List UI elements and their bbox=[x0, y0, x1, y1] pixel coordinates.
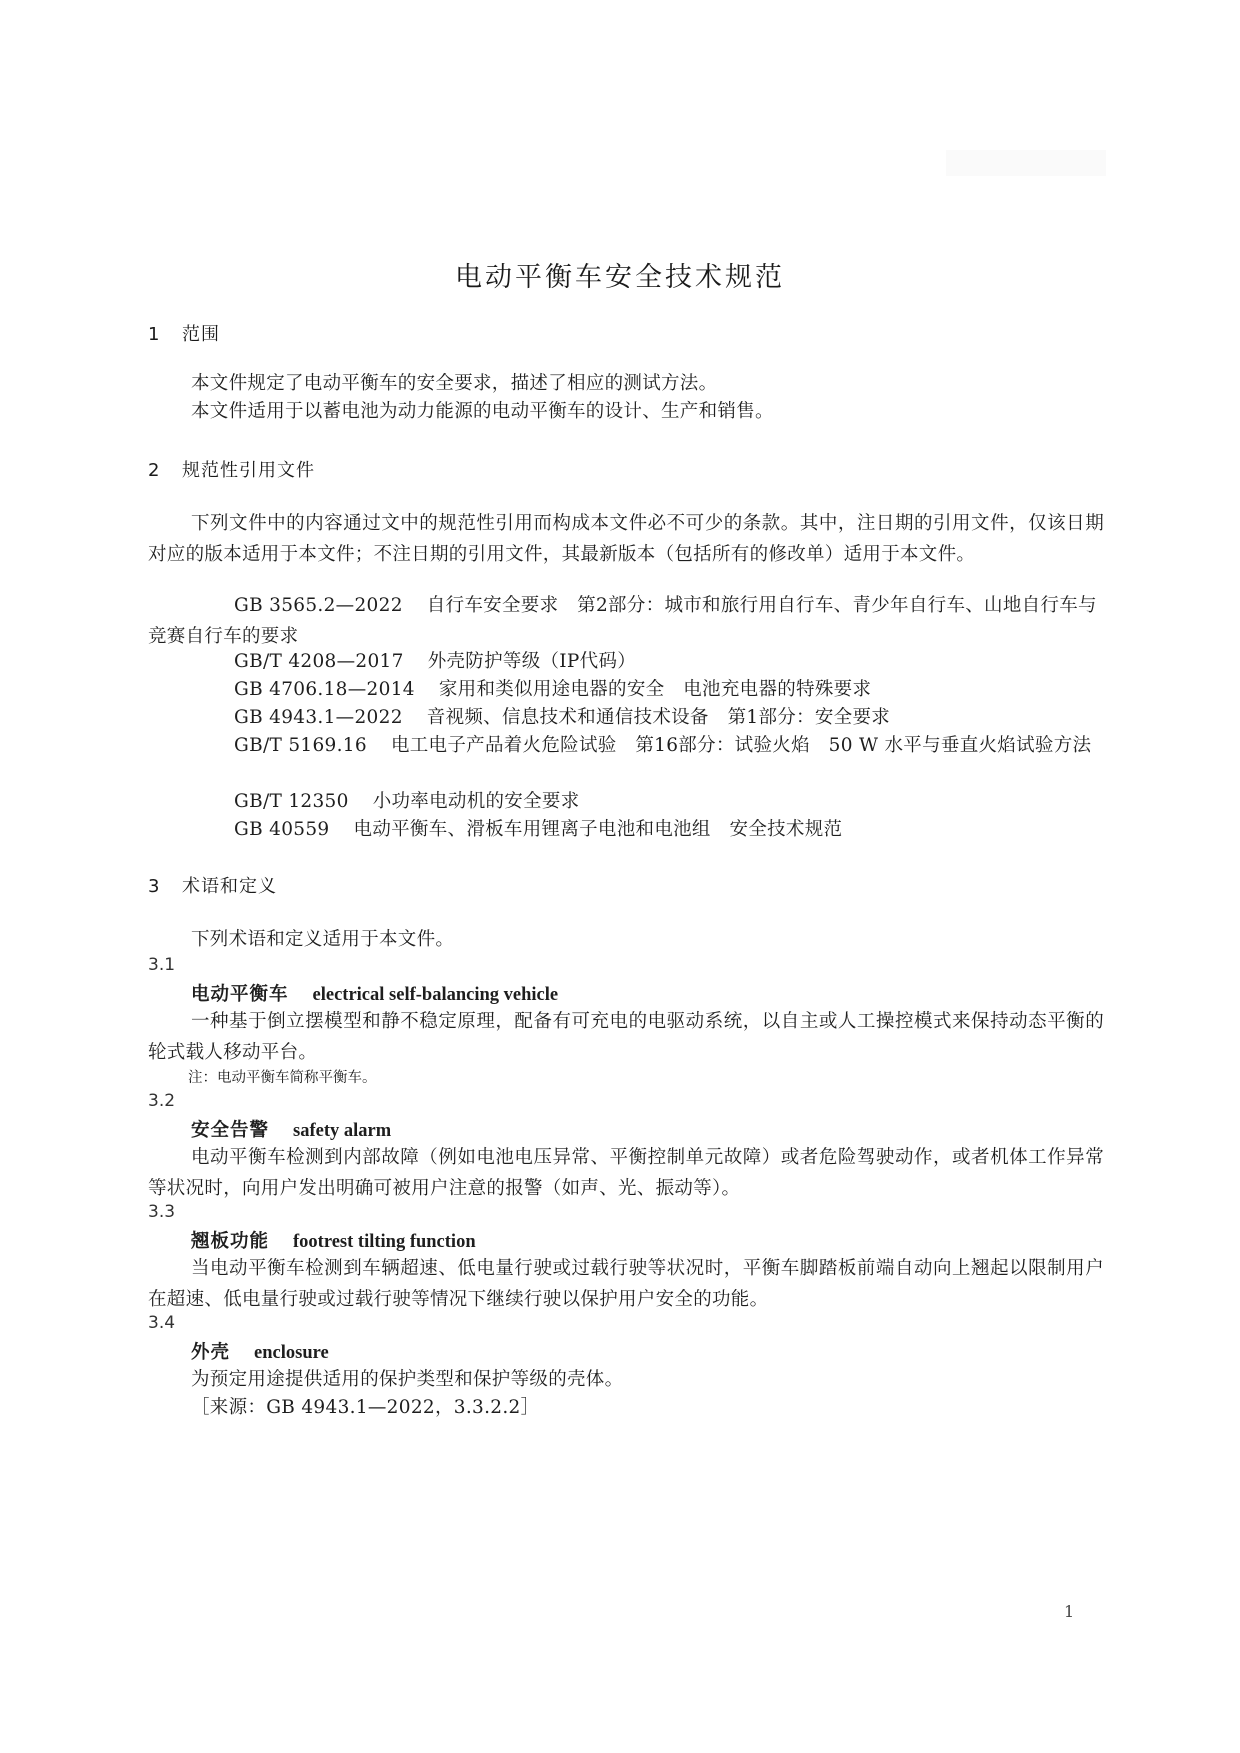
reference-entry bbox=[148, 702, 1104, 733]
reference-entry bbox=[148, 730, 1104, 761]
section-title: 术语和定义 bbox=[182, 876, 277, 897]
clause-number: 3.3 bbox=[148, 1202, 176, 1222]
reference-entry bbox=[148, 646, 1104, 677]
term-zh: 安全告警 bbox=[191, 1120, 270, 1141]
reference-code: GB 40559 bbox=[234, 819, 330, 840]
references-intro: 下列文件中的内容通过文中的规范性引用而构成本文件必不可少的条款。其中，注日期的引用文件，仅该日期对应的版本适用于本文件；不注日期的引用文件，其最新版本（包括所有的修改单）适用于本文件。 bbox=[148, 513, 1104, 565]
term-en: footrest tilting function bbox=[293, 1232, 476, 1252]
term-heading bbox=[191, 1116, 391, 1142]
term-en: safety alarm bbox=[293, 1121, 392, 1141]
reference-entry bbox=[148, 786, 1104, 817]
reference-code: GB 3565.2—2022 bbox=[234, 595, 403, 616]
reference-title: 自行车安全要求 第2部分：城市和旅行用自行车、青少年自行车、山地自行车与竞赛自行车的要求 bbox=[148, 595, 1097, 647]
term-definition: 一种基于倒立摆模型和静不稳定原理，配备有可充电的电驱动系统，以自主或人工操控模式来保持动态平衡的轮式载人移动平台。 bbox=[148, 1011, 1104, 1063]
term-zh: 外壳 bbox=[191, 1342, 231, 1363]
page-number: 1 bbox=[1064, 1602, 1075, 1621]
section-title: 范围 bbox=[182, 324, 220, 345]
reference-title: 电动平衡车、滑板车用锂离子电池和电池组 安全技术规范 bbox=[353, 819, 843, 840]
term-note: 注：电动平衡车简称平衡车。 bbox=[188, 1070, 377, 1086]
section-title: 规范性引用文件 bbox=[182, 460, 315, 481]
term-heading bbox=[191, 1227, 476, 1253]
section-3-heading bbox=[148, 872, 277, 898]
term-heading bbox=[191, 980, 558, 1006]
reference-title: 电工电子产品着火危险试验 第16部分：试验火焰 50 W 水平与垂直火焰试验方法 bbox=[390, 735, 1092, 756]
clause-number: 3.2 bbox=[148, 1091, 176, 1111]
clause-number: 3.4 bbox=[148, 1313, 176, 1333]
reference-code: GB/T 5169.16 bbox=[234, 735, 367, 756]
section-number: 3 bbox=[148, 876, 161, 897]
reference-code: GB/T 12350 bbox=[234, 791, 349, 812]
term-en: enclosure bbox=[254, 1343, 329, 1363]
term-zh: 电动平衡车 bbox=[191, 984, 289, 1005]
term-en: electrical self-balancing vehicle bbox=[312, 985, 559, 1005]
reference-entry bbox=[148, 674, 1104, 705]
section-1-heading bbox=[148, 320, 220, 346]
term-heading bbox=[191, 1338, 329, 1364]
scope-paragraph: 本文件适用于以蓄电池为动力能源的电动平衡车的设计、生产和销售。 bbox=[191, 401, 774, 422]
section-number: 2 bbox=[148, 460, 161, 481]
section-2-heading bbox=[148, 456, 315, 482]
reference-code: GB/T 4208—2017 bbox=[234, 651, 404, 672]
section-number: 1 bbox=[148, 324, 161, 345]
term-definition: 为预定用途提供适用的保护类型和保护等级的壳体。 bbox=[191, 1369, 624, 1390]
term-definition: 电动平衡车检测到内部故障（例如电池电压异常、平衡控制单元故障）或者危险驾驶动作，或者机体工作异常等状况时，向用户发出明确可被用户注意的报警（如声、光、振动等）。 bbox=[148, 1147, 1104, 1199]
reference-title: 小功率电动机的安全要求 bbox=[372, 791, 580, 812]
reference-title: 音视频、信息技术和通信技术设备 第1部分：安全要求 bbox=[426, 707, 891, 728]
reference-title: 外壳防护等级（IP代码） bbox=[427, 651, 637, 672]
reference-code: GB 4706.18—2014 bbox=[234, 679, 415, 700]
term-definition: 当电动平衡车检测到车辆超速、低电量行驶或过载行驶等状况时，平衡车脚踏板前端自动向上翘起以限制用户在超速、低电量行驶或过载行驶等情况下继续行驶以保护用户安全的功能。 bbox=[148, 1258, 1104, 1310]
reference-entry bbox=[148, 814, 1104, 845]
term-zh: 翘板功能 bbox=[191, 1231, 270, 1252]
header-placeholder bbox=[946, 150, 1106, 176]
terms-intro: 下列术语和定义适用于本文件。 bbox=[191, 929, 455, 950]
reference-code: GB 4943.1—2022 bbox=[234, 707, 403, 728]
reference-title: 家用和类似用途电器的安全 电池充电器的特殊要求 bbox=[438, 679, 872, 700]
scope-paragraph: 本文件规定了电动平衡车的安全要求，描述了相应的测试方法。 bbox=[191, 373, 718, 394]
clause-number: 3.1 bbox=[148, 955, 176, 975]
term-source: ［来源：GB 4943.1—2022，3.3.2.2］ bbox=[191, 1397, 540, 1418]
document-title: 电动平衡车安全技术规范 bbox=[455, 262, 785, 293]
reference-entry bbox=[148, 590, 1104, 652]
